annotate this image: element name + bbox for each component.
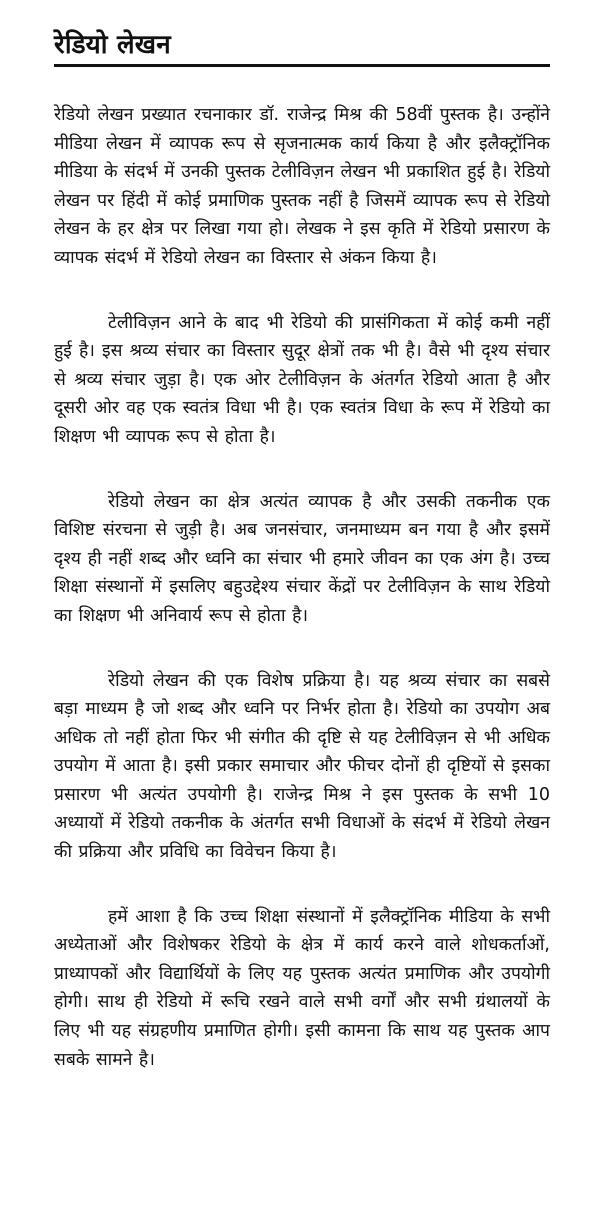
- document-body: [54, 101, 550, 1074]
- paragraph-3: रेडियो लेखन का क्षेत्र अत्यंत व्यापक है और उसकी तकनीक एक विशिष्ट संरचना से जुड़ी है। अब जनसंचार, जनमाध्यम बन गया है और इसमें दृश्य ही नहीं शब्द और ध्वनि का संचार भी हमारे जीवन का एक अंग है। उच्च शिक्षा संस्थानों में इसलिए बहुउद्देश्य संचार केंद्रों पर टेलीविज़न के साथ रेडियो का शिक्षण भी अनिवार्य रूप से होता है।: [54, 491, 550, 626]
- paragraph-2: टेलीविज़न आने के बाद भी रेडियो की प्रासंगिकता में कोई कमी नहीं हुई है। इस श्रव्य संचार का विस्तार सुदूर क्षेत्रों तक भी है। वैसे भी दृश्य संचार से श्रव्य संचार जुड़ा है। एक ओर टेलीविज़न के अंतर्गत रेडियो आता है और दूसरी ओर वह एक स्वतंत्र विधा भी है। एक स्वतंत्र विधा के रूप में रेडियो का शिक्षण भी व्यापक रूप से होता है।: [54, 312, 550, 447]
- page-title: रेडियो लेखन: [54, 28, 550, 67]
- paragraph-5: हमें आशा है कि उच्च शिक्षा संस्थानों में इलैक्ट्रॉनिक मीडिया के सभी अध्येताओं और विशेषकर रेडियो के क्षेत्र में कार्य करने वाले शोधकर्ताओं, प्राध्यापकों और विद्यार्थियों के लिए यह पुस्तक अत्यंत प्रमाणिक और उपयोगी होगी। साथ ही रेडियो में रूचि रखने वाले सभी वर्गों और सभी ग्रंथालयों के लिए भी यह संग्रहणीय प्रमाणित होगी। इसी कामना कि साथ यह पुस्तक आप सबके सामने है।: [54, 906, 550, 1070]
- paragraph-4: रेडियो लेखन की एक विशेष प्रक्रिया है। यह श्रव्य संचार का सबसे बड़ा माध्यम है जो शब्द और ध्वनि पर निर्भर होता है। रेडियो का उपयोग अब अधिक तो नहीं होता फिर भी संगीत की दृष्टि से यह टेलीविज़न से भी अधिक उपयोग में आता है। इसी प्रकार समाचार और फीचर दोनों ही दृष्टियों से इसका प्रसारण भी अत्यंत उपयोगी है। राजेन्द्र मिश्र ने इस पुस्तक के सभी 10 अध्यायों में रेडियो तकनीक के अंतर्गत सभी विधाओं के संदर्भ में रेडियो लेखन की प्रक्रिया और प्रविधि का विवेचन किया है।: [54, 670, 550, 863]
- paragraph-1: रेडियो लेखन प्रख्यात रचनाकार डॉ. राजेन्द्र मिश्र की 58वीं पुस्तक है। उन्होंने मीडिया लेखन में व्यापक रूप से सृजनात्मक कार्य किया है और इलैक्ट्रॉनिक मीडिया के संदर्भ में उनकी पुस्तक टेलीविज़न लेखन भी प्रकाशित हुई है। रेडियो लेखन पर हिंदी में कोई प्रमाणिक पुस्तक नहीं है जिसमें व्यापक रूप से रेडियो लेखन के हर क्षेत्र पर लिखा गया हो। लेखक ने इस कृति में रेडियो प्रसारण के व्यापक संदर्भ में रेडियो लेखन का विस्तार से अंकन किया है।: [54, 105, 550, 268]
